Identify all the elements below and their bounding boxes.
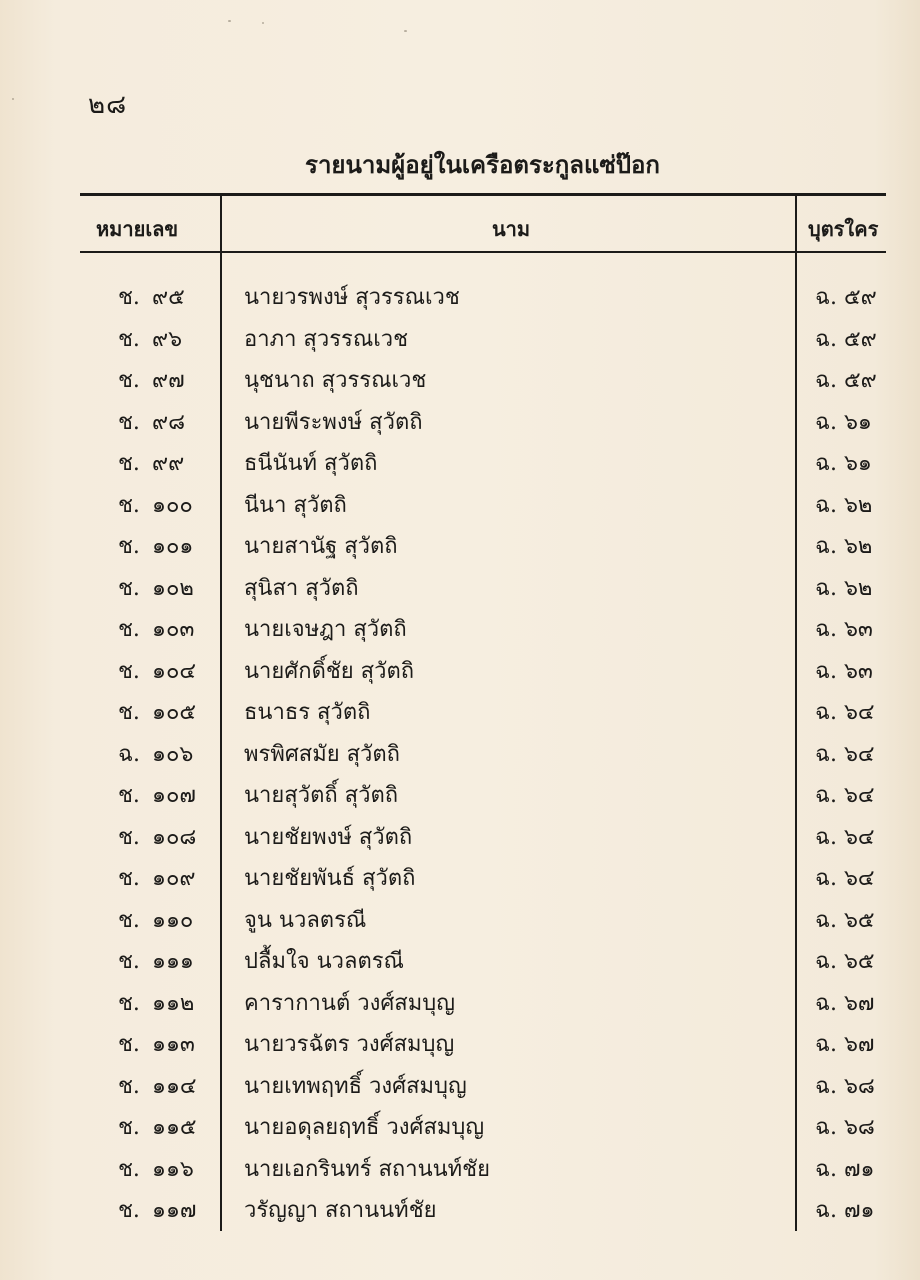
row-prefix: ช. [118,1198,140,1223]
row-prefix: ช. [118,700,140,725]
table-header-rule [80,251,886,253]
row-prefix: ช. [118,326,140,352]
row-name: นายสานัฐ สุวัตถิ [244,534,398,559]
row-parent: ฉ. ๖๕ [815,949,875,974]
row-number: ๙๗ [152,368,185,393]
row-parent: ฉ. ๖๘ [815,1073,875,1099]
table-row [0,273,920,315]
row-number: ๑๐๑ [152,534,194,559]
row-name: นายศักดิ์ชัย สุวัตถิ [244,658,415,684]
row-name: นายพีระพงษ์ สุวัตถิ [244,409,423,435]
row-parent: ฉ. ๖๗ [815,990,875,1016]
row-prefix: ช. [118,368,140,393]
row-prefix: ช. [118,1115,140,1140]
row-number: ๑๑๐ [152,907,194,933]
table-row [0,522,920,564]
row-name: นายอดุลยฤทธิ์ วงศ์สมบุญ [244,1115,485,1140]
row-parent: ฉ. ๖๘ [815,1115,875,1140]
row-number: ๑๐๕ [152,700,197,725]
row-name: คารากานต์ วงศ์สมบุญ [244,990,455,1016]
row-number: ๑๐๐ [152,492,193,518]
row-number: ๑๐๙ [152,866,196,891]
table-row [0,1062,920,1104]
table-row [0,1186,920,1228]
row-prefix: ช. [118,783,140,808]
row-prefix: ช. [118,617,140,642]
page-title: รายนามผู้อยู่ในเครือตระกูลแซ่ป๊อก [305,150,660,179]
row-name: นายเทพฤทธิ์ วงศ์สมบุญ [244,1073,467,1099]
row-name: นุชนาถ สุวรรณเวช [244,368,427,393]
row-prefix: ช. [118,285,140,310]
row-number: ๑๑๖ [152,1156,194,1182]
row-parent: ฉ. ๖๒ [815,575,873,601]
row-prefix: ช. [118,866,140,891]
table-row [0,564,920,606]
table-row [0,1103,920,1145]
row-prefix: ช. [118,575,140,601]
row-prefix: ช. [118,1032,140,1057]
row-number: ๑๑๗ [152,1198,197,1223]
table-row [0,979,920,1021]
row-parent: ฉ. ๖๔ [815,866,875,891]
row-number: ๑๐๘ [152,824,197,850]
row-name: นายวรพงษ์ สุวรรณเวช [244,285,460,310]
header-name: นาม [492,217,531,241]
row-parent: ฉ. ๖๒ [815,492,873,518]
header-number: หมายเลข [96,217,179,241]
row-parent: ฉ. ๖๗ [815,1032,875,1057]
row-parent: ฉ. ๖๔ [815,783,875,808]
header-parent: บุตรใคร [808,217,879,241]
row-prefix: ช. [118,1156,140,1182]
row-name: ธนีนันท์ สุวัตถิ [244,451,378,476]
row-parent: ฉ. ๖๔ [815,741,875,767]
row-number: ๑๐๔ [152,658,197,684]
row-parent: ฉ. ๕๙ [815,285,877,310]
row-prefix: ช. [118,1073,140,1099]
page-number: ๒๘ [88,90,128,120]
row-name: นายชัยพงษ์ สุวัตถิ [244,824,413,850]
row-name: นายเจษฎา สุวัตถิ [244,617,407,642]
row-parent: ฉ. ๖๓ [815,658,873,684]
row-number: ๑๑๕ [152,1115,197,1140]
row-prefix: ช. [118,949,140,974]
row-number: ๑๑๔ [152,1073,197,1099]
row-prefix: ช. [118,824,140,850]
row-prefix: ช. [118,409,140,435]
row-number: ๑๑๑ [152,949,194,974]
row-name: วรัญญา สถานนท์ชัย [244,1198,437,1223]
row-prefix: ช. [118,451,140,476]
row-number: ๑๑๓ [152,1032,195,1057]
table-row [0,647,920,689]
row-parent: ฉ. ๕๙ [815,368,877,393]
row-parent: ฉ. ๖๒ [815,534,873,559]
table-row [0,1145,920,1187]
row-parent: ฉ. ๗๑ [815,1156,875,1182]
row-name: จูน นวลตรณี [244,907,367,933]
paper-speck [262,22,264,24]
row-parent: ฉ. ๖๔ [815,700,875,725]
table-body [0,273,920,1228]
row-number: ๑๐๓ [152,617,195,642]
table-row [0,937,920,979]
row-parent: ฉ. ๗๑ [815,1198,875,1223]
row-number: ๑๐๖ [152,741,194,767]
row-name: พรพิศสมัย สุวัตถิ [244,741,400,767]
row-parent: ฉ. ๖๓ [815,617,873,642]
row-parent: ฉ. ๖๔ [815,824,875,850]
table-top-rule [80,193,886,196]
row-parent: ฉ. ๕๙ [815,326,877,352]
row-prefix: ช. [118,907,140,933]
table-row [0,813,920,855]
table-row [0,315,920,357]
table-row [0,439,920,481]
table-row [0,605,920,647]
row-parent: ฉ. ๖๑ [815,451,872,476]
row-parent: ฉ. ๖๑ [815,409,872,435]
table-row [0,896,920,938]
row-name: นายวรฉัตร วงศ์สมบุญ [244,1032,455,1057]
paper-speck [228,20,231,22]
row-prefix: ช. [118,534,140,559]
table-row [0,771,920,813]
table-row [0,1020,920,1062]
paper-speck [404,30,407,32]
row-number: ๙๕ [152,285,185,310]
row-name: อาภา สุวรรณเวช [244,326,409,352]
row-number: ๑๐๗ [152,783,196,808]
row-prefix: ช. [118,492,140,518]
table-row [0,730,920,772]
table-row [0,481,920,523]
row-name: นายสุวัตถิ์ สุวัตถิ [244,783,399,808]
table-row [0,356,920,398]
row-name: สุนิสา สุวัตถิ [244,575,359,601]
row-prefix: ช. [118,658,140,684]
row-name: นายเอกรินทร์ สถานนท์ชัย [244,1156,491,1182]
row-number: ๙๖ [152,326,183,352]
row-number: ๙๙ [152,451,185,476]
row-name: นีนา สุวัตถิ [244,492,347,518]
table-row [0,688,920,730]
row-prefix: ช. [118,990,140,1016]
row-number: ๙๘ [152,409,186,435]
table-row [0,854,920,896]
row-prefix: ฉ. [118,741,140,767]
row-name: ปลื้มใจ นวลตรณี [244,949,404,974]
paper-speck [12,98,14,100]
row-name: นายชัยพันธ์ สุวัตถิ [244,866,416,891]
table-row [0,398,920,440]
row-parent: ฉ. ๖๕ [815,907,875,933]
row-name: ธนาธร สุวัตถิ [244,700,371,725]
row-number: ๑๐๒ [152,575,194,601]
row-number: ๑๑๒ [152,990,195,1016]
